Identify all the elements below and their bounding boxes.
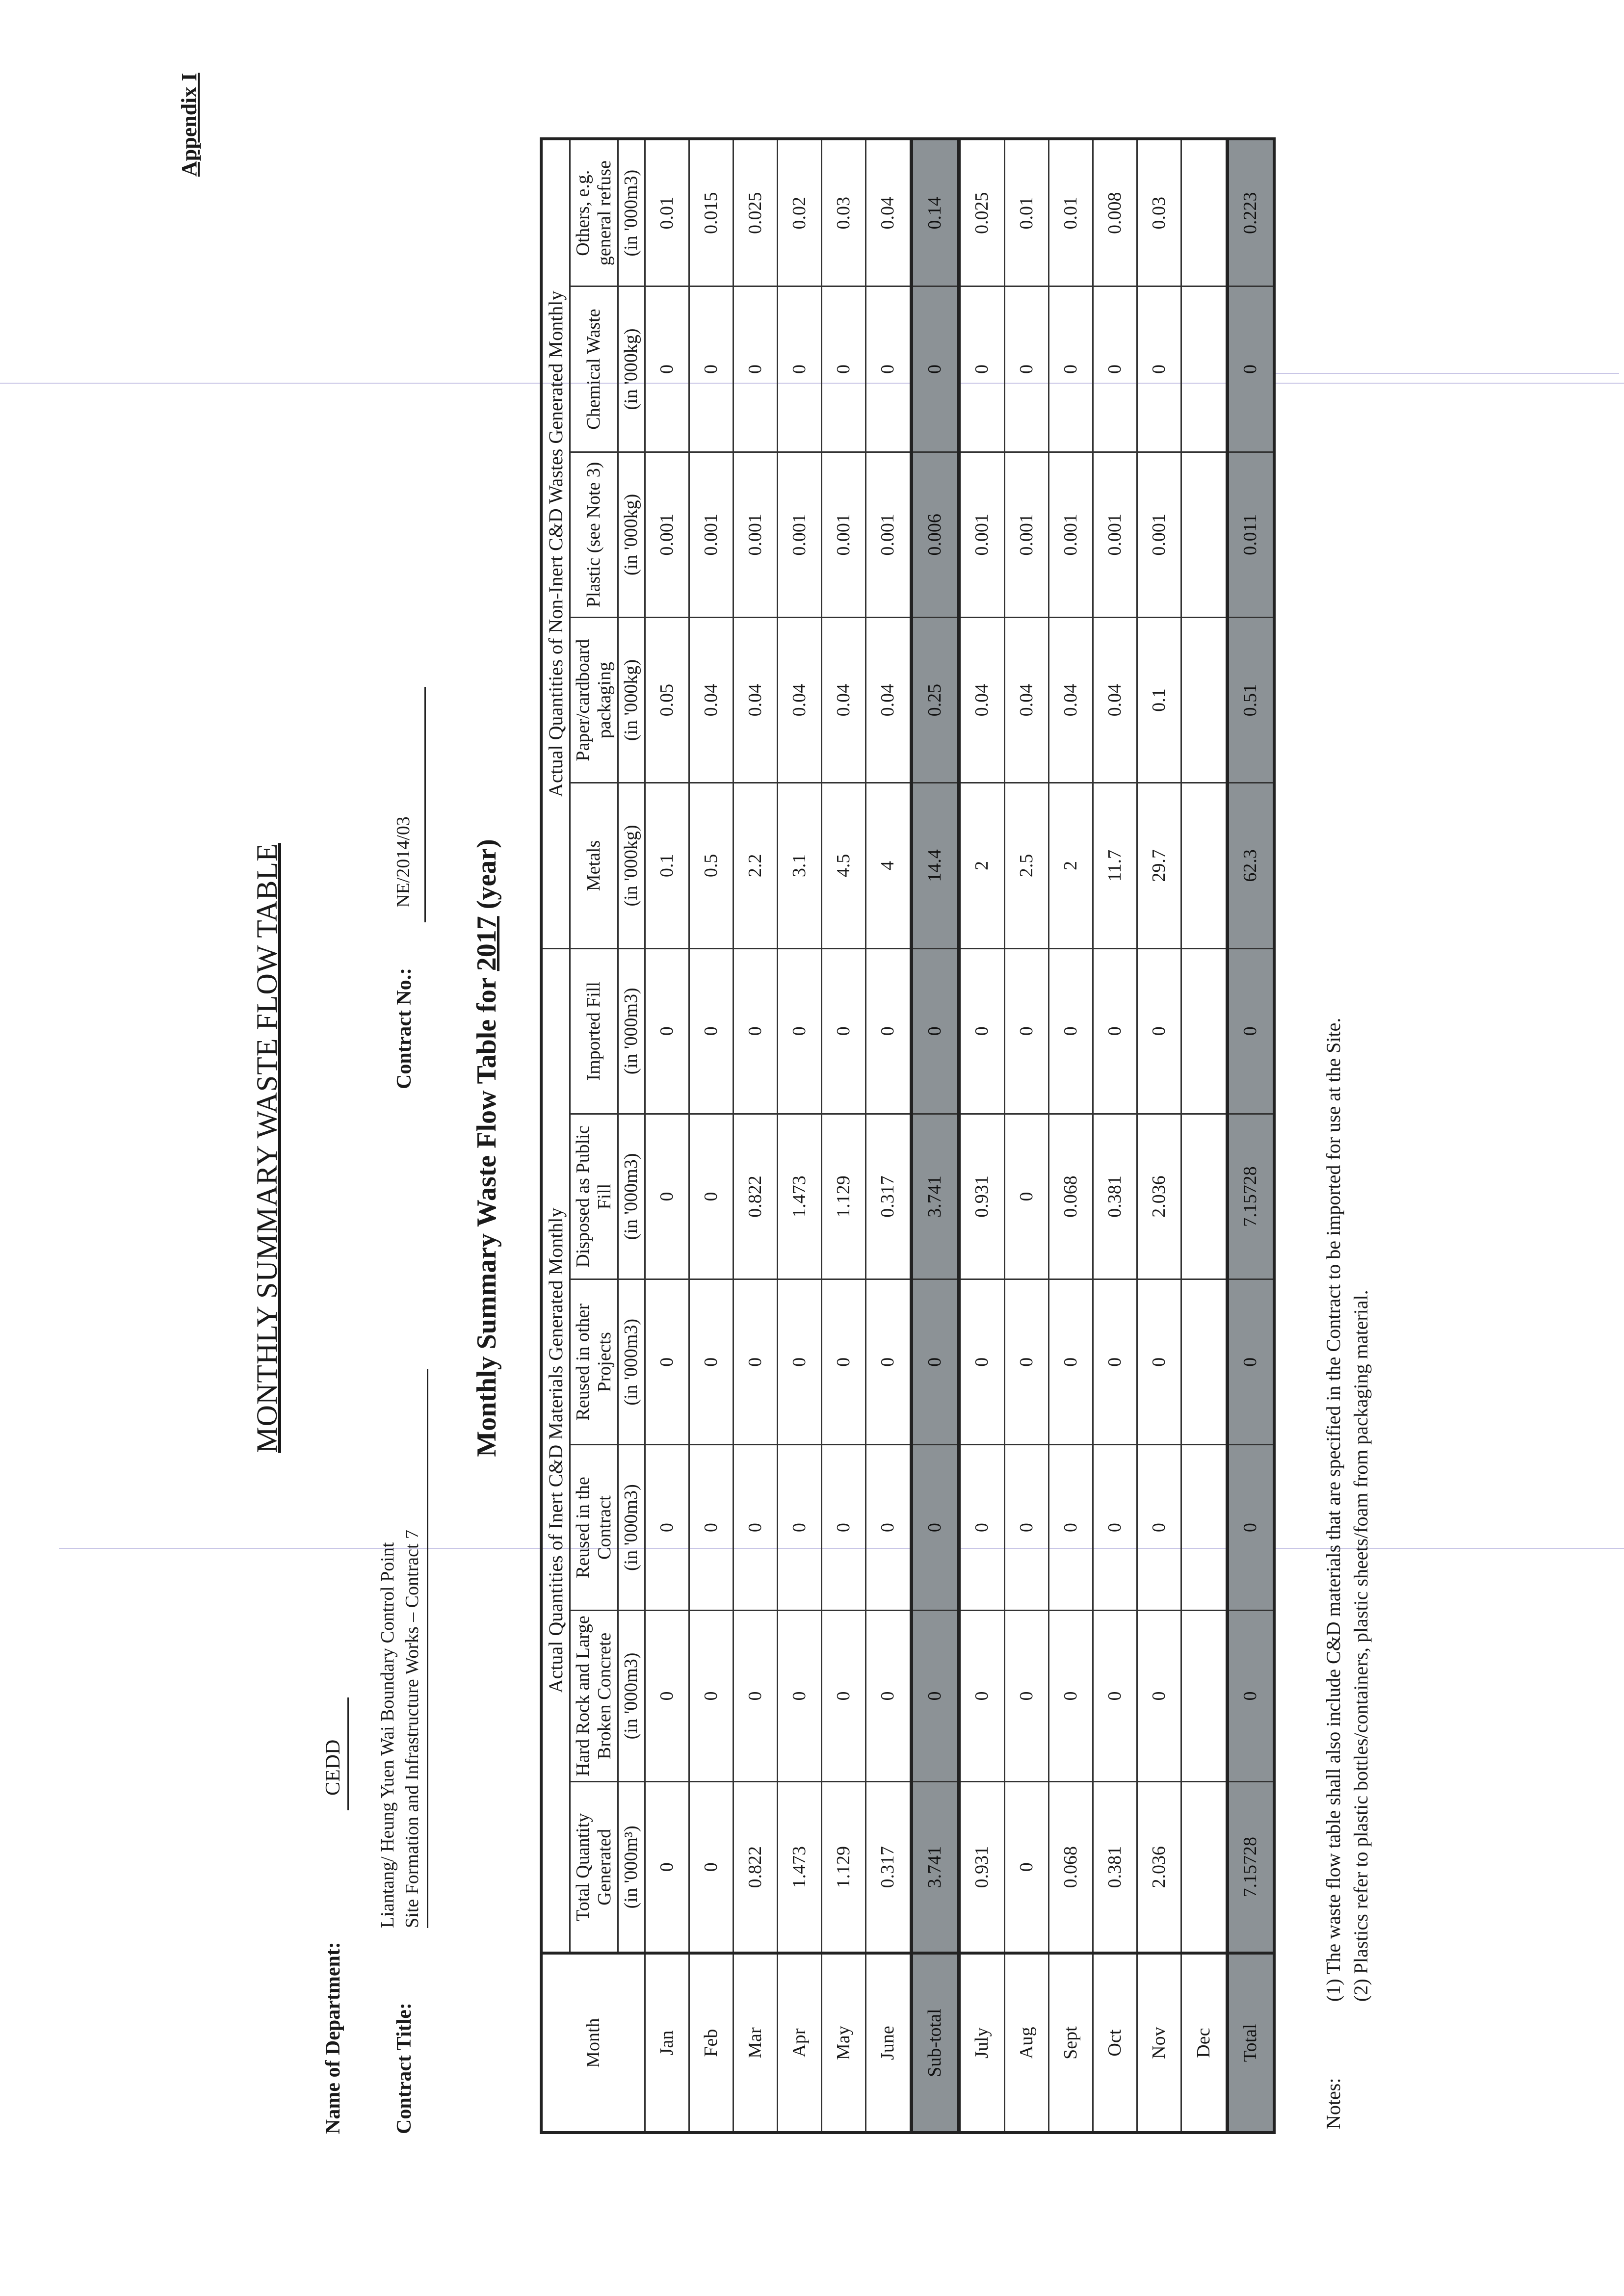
table-cell: 0.04: [866, 617, 912, 783]
table-cell: 0.03: [822, 139, 866, 287]
table-row: [1049, 139, 1093, 2133]
table-cell: 0: [1093, 1445, 1137, 1610]
table-cell: 0.04: [1093, 617, 1137, 783]
table-cell: [1181, 1445, 1227, 1610]
table-cell: [1181, 1279, 1227, 1445]
unit-others: (in '000m3): [618, 139, 645, 287]
table-cell: 0: [689, 1782, 733, 1954]
table-cell: 0: [645, 287, 689, 452]
unit-paper: (in '000kg): [618, 617, 645, 783]
table-cell: 0.317: [866, 1782, 912, 1954]
table-cell: 0: [778, 1279, 822, 1445]
table-cell: 0.015: [689, 139, 733, 287]
table-cell: 0: [689, 1279, 733, 1445]
col-header-others: Others, e.g. general refuse: [570, 139, 618, 287]
table-cell: [1181, 783, 1227, 948]
table-cell: 0: [1005, 1445, 1049, 1610]
month-cell: June: [866, 1953, 912, 2133]
table-cell: 0.008: [1093, 139, 1137, 287]
table-cell: 0: [822, 1610, 866, 1782]
table-cell: 2.036: [1137, 1114, 1181, 1279]
month-cell: July: [959, 1953, 1004, 2133]
table-cell: 62.3: [1227, 783, 1274, 948]
table-cell: 0.1: [1137, 617, 1181, 783]
table-cell: 0.01: [645, 139, 689, 287]
note-item: (2) Plastics refer to plastic bottles/containers, plastic sheets/foam from packaging material.: [1350, 1290, 1372, 2002]
table-row: [1005, 139, 1049, 2133]
table-cell: [1181, 1114, 1227, 1279]
unit-reused-contract: (in '000m3): [618, 1445, 645, 1610]
col-header-month: Month: [541, 1953, 645, 2133]
table-cell: 0: [733, 287, 778, 452]
table-cell: 0.822: [733, 1114, 778, 1279]
table-cell: 0.001: [1093, 452, 1137, 617]
table-cell: 1.129: [822, 1114, 866, 1279]
table-cell: 0: [959, 287, 1004, 452]
month-cell: Aug: [1005, 1953, 1049, 2133]
contract-title-line2: Site Formation and Infrastructure Works – Contract 7: [402, 1529, 422, 1928]
table-cell: 0.04: [778, 617, 822, 783]
table-body: [645, 139, 1274, 2133]
month-cell: Total: [1227, 1953, 1274, 2133]
table-cell: 0.03: [1137, 139, 1181, 287]
table-cell: [1181, 1610, 1227, 1782]
table-cell: 0: [959, 948, 1004, 1114]
month-cell: Sub-total: [912, 1953, 959, 2133]
table-cell: 0: [822, 1279, 866, 1445]
table-cell: 0.001: [866, 452, 912, 617]
table-cell: 0: [959, 1445, 1004, 1610]
table-cell: 2.5: [1005, 783, 1049, 948]
table-cell: 2.036: [1137, 1782, 1181, 1954]
table-cell: 0: [912, 1445, 959, 1610]
table-cell: 0.04: [959, 617, 1004, 783]
table-cell: 0.04: [689, 617, 733, 783]
table-row: [1137, 139, 1181, 2133]
col-header-reused-contract: Reused in the Contract: [570, 1445, 618, 1610]
department-value: CEDD: [322, 1739, 344, 1796]
table-row: [778, 139, 822, 2133]
table-cell: 0: [1137, 1445, 1181, 1610]
table-title-year: 2017: [471, 916, 502, 971]
notes-label: Notes:: [1322, 2078, 1344, 2129]
table-cell: 0.001: [1137, 452, 1181, 617]
month-cell: Mar: [733, 1953, 778, 2133]
col-header-reused-other: Reused in other Projects: [570, 1279, 618, 1445]
department-label: Name of Department:: [322, 1942, 344, 2134]
table-cell: 0: [1227, 1279, 1274, 1445]
table-title-suffix: (year): [471, 839, 502, 910]
table-cell: 0: [959, 1279, 1004, 1445]
table-cell: 0: [959, 1610, 1004, 1782]
table-cell: 0.381: [1093, 1114, 1137, 1279]
table-cell: 0: [1093, 1610, 1137, 1782]
table-cell: 0.931: [959, 1782, 1004, 1954]
month-cell: Nov: [1137, 1953, 1181, 2133]
col-header-paper: Paper/cardboard packaging: [570, 617, 618, 783]
table-cell: 0: [1093, 287, 1137, 452]
table-cell: 11.7: [1093, 783, 1137, 948]
month-cell: Sept: [1049, 1953, 1093, 2133]
table-cell: 4: [866, 783, 912, 948]
table-cell: 0: [645, 1610, 689, 1782]
department-underline: [347, 1697, 349, 1810]
col-header-hard-rock: Hard Rock and Large Broken Concrete: [570, 1610, 618, 1782]
table-cell: 3.1: [778, 783, 822, 948]
unit-chemical: (in '000kg): [618, 287, 645, 452]
table-cell: 0: [733, 1445, 778, 1610]
table-cell: 0.14: [912, 139, 959, 287]
col-header-public-fill: Disposed as Public Fill: [570, 1114, 618, 1279]
table-cell: 0.822: [733, 1782, 778, 1954]
table-cell: 0: [689, 287, 733, 452]
contract-no-underline: [424, 687, 426, 922]
table-cell: 0: [689, 1114, 733, 1279]
table-cell: [1181, 452, 1227, 617]
unit-header-row: [618, 139, 645, 2133]
table-cell: 3.741: [912, 1114, 959, 1279]
table-cell: 0.001: [645, 452, 689, 617]
table-cell: 2.2: [733, 783, 778, 948]
table-cell: 0: [645, 1445, 689, 1610]
table-cell: 0: [689, 1610, 733, 1782]
table-cell: 2: [959, 783, 1004, 948]
month-cell: May: [822, 1953, 866, 2133]
table-cell: 0.025: [959, 139, 1004, 287]
col-header-metals: Metals: [570, 783, 618, 948]
contract-no-value: NE/2014/03: [393, 816, 414, 908]
table-row: [959, 139, 1004, 2133]
column-header-row: [570, 139, 618, 2133]
table-row: [822, 139, 866, 2133]
unit-hard-rock: (in '000m3): [618, 1610, 645, 1782]
table-cell: 0.05: [645, 617, 689, 783]
table-cell: 0.001: [959, 452, 1004, 617]
table-cell: 0: [778, 287, 822, 452]
table-cell: 0: [645, 1114, 689, 1279]
table-cell: 0: [689, 1445, 733, 1610]
col-header-imported-fill: Imported Fill: [570, 948, 618, 1114]
total-row: [1227, 139, 1274, 2133]
table-cell: 0: [689, 948, 733, 1114]
contract-title-underline: [427, 1369, 428, 1928]
table-cell: 0.04: [866, 139, 912, 287]
table-cell: 0: [1137, 1610, 1181, 1782]
table-title: [471, 0, 502, 2296]
table-cell: 0: [645, 948, 689, 1114]
table-cell: [1181, 948, 1227, 1114]
main-title: MONTHLY SUMMARY WASTE FLOW TABLE: [251, 843, 283, 1453]
table-cell: 0: [866, 287, 912, 452]
table-cell: 0: [1049, 287, 1093, 452]
table-cell: 29.7: [1137, 783, 1181, 948]
table-cell: 0: [866, 1445, 912, 1610]
group-header-inert: Actual Quantities of Inert C&D Materials Generated Monthly: [541, 948, 570, 1953]
table-cell: 0: [912, 1610, 959, 1782]
table-cell: 0: [866, 1610, 912, 1782]
table-cell: 0.02: [778, 139, 822, 287]
table-cell: 0.04: [1005, 617, 1049, 783]
table-cell: 0: [1137, 1279, 1181, 1445]
table-row: [1181, 139, 1227, 2133]
table-cell: 0: [1093, 948, 1137, 1114]
unit-metals: (in '000kg): [618, 783, 645, 948]
table-row: [645, 139, 689, 2133]
table-cell: 0.04: [733, 617, 778, 783]
table-cell: 1.473: [778, 1782, 822, 1954]
group-header-row: [541, 139, 570, 2133]
table-cell: 0: [1049, 948, 1093, 1114]
table-cell: 0: [645, 1279, 689, 1445]
unit-total-quantity: (in '000m³): [618, 1782, 645, 1954]
table-cell: 0.001: [733, 452, 778, 617]
table-row: [1093, 139, 1137, 2133]
group-header-noninert: Actual Quantities of Non-Inert C&D Wastes Generated Monthly: [541, 139, 570, 948]
table-cell: 0: [822, 1445, 866, 1610]
table-cell: 0.1: [645, 783, 689, 948]
table-cell: 0: [778, 1445, 822, 1610]
table-cell: 0: [1227, 1445, 1274, 1610]
table-cell: 1.129: [822, 1782, 866, 1954]
table-cell: 0.01: [1049, 139, 1093, 287]
table-row: [689, 139, 733, 2133]
unit-public-fill: (in '000m3): [618, 1114, 645, 1279]
table-cell: 0.011: [1227, 452, 1274, 617]
table-title-prefix: Monthly Summary Waste Flow Table for: [471, 978, 502, 1457]
month-cell: Jan: [645, 1953, 689, 2133]
table-row: [866, 139, 912, 2133]
table-cell: 0.381: [1093, 1782, 1137, 1954]
waste-flow-table-container: [540, 137, 1276, 2134]
table-cell: 0: [778, 948, 822, 1114]
table-cell: 0.068: [1049, 1114, 1093, 1279]
table-cell: 0: [1005, 1279, 1049, 1445]
table-cell: 14.4: [912, 783, 959, 948]
table-cell: 0.931: [959, 1114, 1004, 1279]
table-row: [733, 139, 778, 2133]
table-cell: 0: [822, 287, 866, 452]
table-cell: 0: [1005, 948, 1049, 1114]
appendix-label: Appendix I: [177, 73, 201, 177]
table-cell: 2: [1049, 783, 1093, 948]
table-cell: 0: [1049, 1445, 1093, 1610]
table-cell: 0: [1227, 1610, 1274, 1782]
table-cell: 0: [1227, 287, 1274, 452]
table-cell: 0: [912, 287, 959, 452]
table-cell: 0: [1137, 287, 1181, 452]
table-cell: 0: [733, 1279, 778, 1445]
table-cell: 0.317: [866, 1114, 912, 1279]
table-cell: 0: [733, 1610, 778, 1782]
table-cell: [1181, 139, 1227, 287]
table-cell: 1.473: [778, 1114, 822, 1279]
notes-body: [1320, 1018, 1375, 2002]
table-cell: 0: [1137, 948, 1181, 1114]
unit-plastic: (in '000kg): [618, 452, 645, 617]
note-item: (1) The waste flow table shall also include C&D materials that are specified in the Contract to be imported for use at the Site.: [1322, 1018, 1344, 2002]
month-cell: Apr: [778, 1953, 822, 2133]
subtotal-row: [912, 139, 959, 2133]
table-cell: 0: [645, 1782, 689, 1954]
table-cell: [1181, 1782, 1227, 1954]
table-cell: 0.001: [1005, 452, 1049, 617]
table-cell: 0: [1049, 1610, 1093, 1782]
table-cell: 0: [912, 1279, 959, 1445]
table-cell: 0: [912, 948, 959, 1114]
table-cell: 0.01: [1005, 139, 1049, 287]
table-cell: 3.741: [912, 1782, 959, 1954]
table-cell: 0: [1093, 1279, 1137, 1445]
table-cell: 0: [1049, 1279, 1093, 1445]
month-cell: Dec: [1181, 1953, 1227, 2133]
table-cell: 0.001: [689, 452, 733, 617]
contract-title-line1: Liantang/ Heung Yuen Wai Boundary Control Point: [377, 1542, 398, 1928]
table-cell: 0.006: [912, 452, 959, 617]
table-cell: 0.001: [822, 452, 866, 617]
table-cell: 0.5: [689, 783, 733, 948]
table-cell: 4.5: [822, 783, 866, 948]
table-cell: 0.25: [912, 617, 959, 783]
table-cell: 0.51: [1227, 617, 1274, 783]
col-header-total-quantity: Total Quantity Generated: [570, 1782, 618, 1954]
contract-title-label: Contract Title:: [393, 2003, 416, 2134]
table-cell: 0.025: [733, 139, 778, 287]
table-cell: 0: [866, 1279, 912, 1445]
table-cell: 0: [822, 948, 866, 1114]
table-cell: 0: [1005, 1610, 1049, 1782]
unit-reused-other: (in '000m3): [618, 1279, 645, 1445]
table-cell: 0.223: [1227, 139, 1274, 287]
col-header-chemical: Chemical Waste: [570, 287, 618, 452]
table-cell: 0: [1005, 1114, 1049, 1279]
table-cell: 0.001: [778, 452, 822, 617]
table-cell: 0: [1005, 287, 1049, 452]
table-cell: 0: [866, 948, 912, 1114]
unit-imported-fill: (in '000m3): [618, 948, 645, 1114]
table-cell: 0.04: [1049, 617, 1093, 783]
table-cell: 0: [1005, 1782, 1049, 1954]
col-header-plastic: Plastic (see Note 3): [570, 452, 618, 617]
table-cell: 0: [733, 948, 778, 1114]
table-cell: 0.001: [1049, 452, 1093, 617]
table-cell: [1181, 287, 1227, 452]
month-cell: Oct: [1093, 1953, 1137, 2133]
table-cell: 7.15728: [1227, 1782, 1274, 1954]
table-cell: 0: [778, 1610, 822, 1782]
contract-no-label: Contract No.:: [393, 967, 416, 1089]
table-cell: 0: [1227, 948, 1274, 1114]
table-cell: 7.15728: [1227, 1114, 1274, 1279]
table-cell: 0.068: [1049, 1782, 1093, 1954]
month-cell: Feb: [689, 1953, 733, 2133]
table-cell: [1181, 617, 1227, 783]
waste-flow-table: [540, 137, 1276, 2134]
table-cell: 0.04: [822, 617, 866, 783]
